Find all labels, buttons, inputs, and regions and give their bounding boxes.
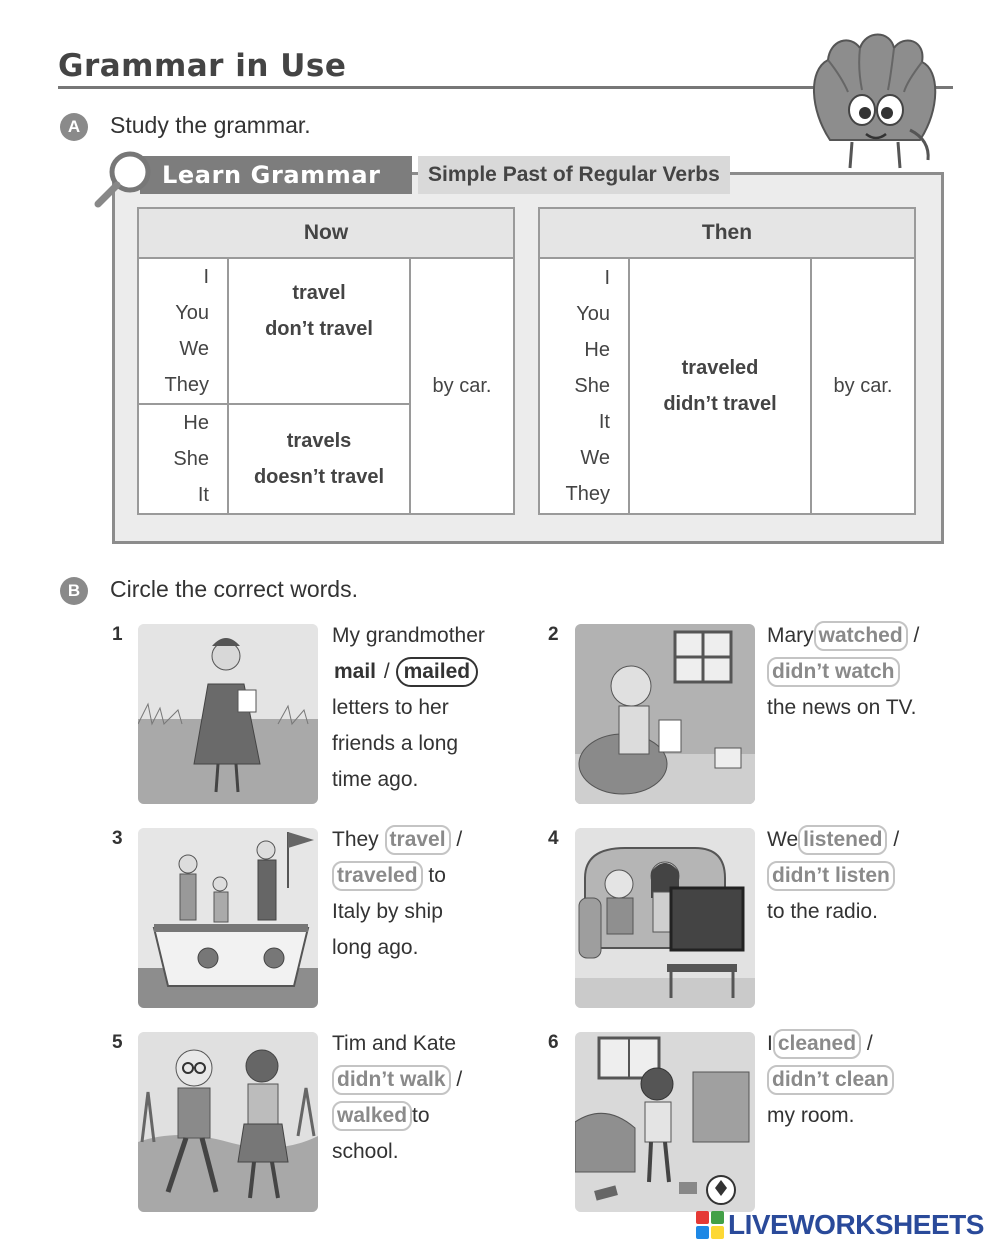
exercise-number: 1 bbox=[112, 624, 123, 645]
options-line bbox=[332, 654, 532, 690]
sentence-line: my room. bbox=[767, 1104, 855, 1127]
girl-reading-illustration bbox=[575, 624, 755, 804]
magnifier-icon bbox=[92, 148, 154, 210]
then-header: Then bbox=[539, 208, 915, 258]
exercise-number: 2 bbox=[548, 624, 559, 645]
options-line bbox=[332, 858, 532, 894]
pronoun: It bbox=[598, 411, 610, 433]
pronoun: I bbox=[604, 267, 610, 289]
messy-room-illustration bbox=[575, 1032, 755, 1212]
option-mailed-circled[interactable]: mailed bbox=[396, 657, 479, 687]
sentence-line: My grandmother bbox=[332, 624, 485, 647]
learn-grammar-tab: Learn Grammar bbox=[140, 156, 412, 194]
verb-form: don’t travel bbox=[265, 318, 373, 340]
then-complement: by car. bbox=[811, 258, 915, 514]
exercise-1-text bbox=[332, 618, 532, 798]
option-cleaned[interactable]: cleaned bbox=[773, 1029, 861, 1059]
verb-form: travel bbox=[292, 282, 346, 304]
pronoun: They bbox=[164, 374, 209, 396]
pronoun: We bbox=[580, 447, 610, 469]
options-line bbox=[767, 822, 967, 858]
exercise-number: 5 bbox=[112, 1032, 123, 1053]
slash: / bbox=[383, 660, 390, 683]
now-table bbox=[137, 207, 515, 515]
sentence-line: They bbox=[332, 828, 379, 851]
option-listened[interactable]: listened bbox=[798, 825, 887, 855]
options-line bbox=[767, 654, 967, 690]
verb-form: travels bbox=[286, 430, 352, 452]
options-line bbox=[332, 1062, 532, 1098]
exercise-number: 6 bbox=[548, 1032, 559, 1053]
then-verbs bbox=[629, 258, 811, 514]
then-pronouns bbox=[539, 258, 629, 514]
exercise-2-text bbox=[767, 618, 967, 726]
section-a-instruction: Study the grammar. bbox=[110, 112, 311, 138]
now-complement: by car. bbox=[410, 258, 514, 514]
slash: / bbox=[456, 1068, 463, 1091]
sentence-line: time ago. bbox=[332, 768, 419, 791]
exercise-6-text bbox=[767, 1026, 967, 1134]
sentence-line: to bbox=[428, 864, 446, 887]
pronoun: He bbox=[183, 412, 209, 434]
options-line bbox=[767, 858, 967, 894]
now-pronouns-group1 bbox=[138, 258, 228, 404]
section-b-instruction: Circle the correct words. bbox=[110, 576, 358, 602]
page-title: Grammar in Use bbox=[58, 48, 347, 84]
kids-on-sofa-illustration bbox=[575, 828, 755, 1008]
options-line bbox=[767, 618, 967, 654]
sentence-line: to the radio. bbox=[767, 900, 878, 923]
kids-walking-illustration bbox=[138, 1032, 318, 1212]
liveworksheets-logo[interactable] bbox=[696, 1208, 984, 1242]
verb-form: doesn’t travel bbox=[253, 466, 385, 488]
options-line bbox=[332, 822, 532, 858]
section-a-badge: A bbox=[60, 113, 88, 141]
liveworksheets-icon bbox=[696, 1211, 724, 1239]
pronoun: They bbox=[565, 483, 610, 505]
slash: / bbox=[866, 1032, 873, 1055]
sentence-line: I bbox=[767, 1032, 773, 1055]
option-travel[interactable]: travel bbox=[385, 825, 451, 855]
verb-form: didn’t travel bbox=[663, 393, 777, 415]
section-b-badge: B bbox=[60, 577, 88, 605]
now-header: Now bbox=[138, 208, 514, 258]
exercise-3-text bbox=[332, 822, 532, 966]
sentence-line: school. bbox=[332, 1140, 399, 1163]
exercise-number: 4 bbox=[548, 828, 559, 849]
slash: / bbox=[893, 828, 900, 851]
pronoun: We bbox=[179, 338, 209, 360]
option-didnt-watch[interactable]: didn’t watch bbox=[767, 657, 900, 687]
now-verbs-group2 bbox=[228, 404, 410, 514]
sentence-line: long ago. bbox=[332, 936, 419, 959]
slash: / bbox=[456, 828, 463, 851]
option-mail[interactable]: mail bbox=[334, 660, 377, 683]
pronoun: It bbox=[197, 484, 209, 506]
sentence-line: friends a long bbox=[332, 732, 459, 755]
options-line bbox=[767, 1062, 967, 1098]
then-table bbox=[538, 207, 916, 515]
slash: / bbox=[913, 624, 920, 647]
sentence-line: We bbox=[767, 828, 799, 851]
option-traveled[interactable]: traveled bbox=[332, 861, 423, 891]
pronoun: He bbox=[584, 339, 610, 361]
now-pronouns-group2 bbox=[138, 404, 228, 514]
family-on-ship-illustration bbox=[138, 828, 318, 1008]
options-line bbox=[767, 1026, 967, 1062]
option-watched[interactable]: watched bbox=[814, 621, 908, 651]
exercise-number: 3 bbox=[112, 828, 123, 849]
liveworksheets-brand: LIVEWORKSHEETS bbox=[728, 1209, 984, 1240]
option-didnt-listen[interactable]: didn’t listen bbox=[767, 861, 895, 891]
sentence-line: to bbox=[412, 1104, 430, 1127]
sentence-line: Tim and Kate bbox=[332, 1032, 457, 1055]
pronoun: You bbox=[175, 302, 209, 324]
pronoun: I bbox=[203, 266, 209, 288]
grandmother-letter-illustration bbox=[138, 624, 318, 804]
sentence-line: Mary bbox=[767, 624, 814, 647]
sentence-line: Italy by ship bbox=[332, 900, 443, 923]
sentence-line: the news on TV. bbox=[767, 696, 917, 719]
pronoun: She bbox=[173, 448, 209, 470]
pronoun: She bbox=[574, 375, 610, 397]
option-didnt-clean[interactable]: didn’t clean bbox=[767, 1065, 894, 1095]
learn-grammar-subtitle: Simple Past of Regular Verbs bbox=[418, 156, 730, 194]
exercise-4-text bbox=[767, 822, 967, 930]
option-didnt-walk[interactable]: didn’t walk bbox=[332, 1065, 451, 1095]
options-line bbox=[332, 1098, 532, 1134]
pronoun: You bbox=[576, 303, 610, 325]
now-verbs-group1 bbox=[228, 258, 410, 404]
sentence-line: letters to her bbox=[332, 696, 449, 719]
verb-form: traveled bbox=[681, 357, 759, 379]
mascot-illustration bbox=[800, 30, 950, 170]
option-walked[interactable]: walked bbox=[332, 1101, 412, 1131]
exercise-5-text bbox=[332, 1026, 532, 1170]
